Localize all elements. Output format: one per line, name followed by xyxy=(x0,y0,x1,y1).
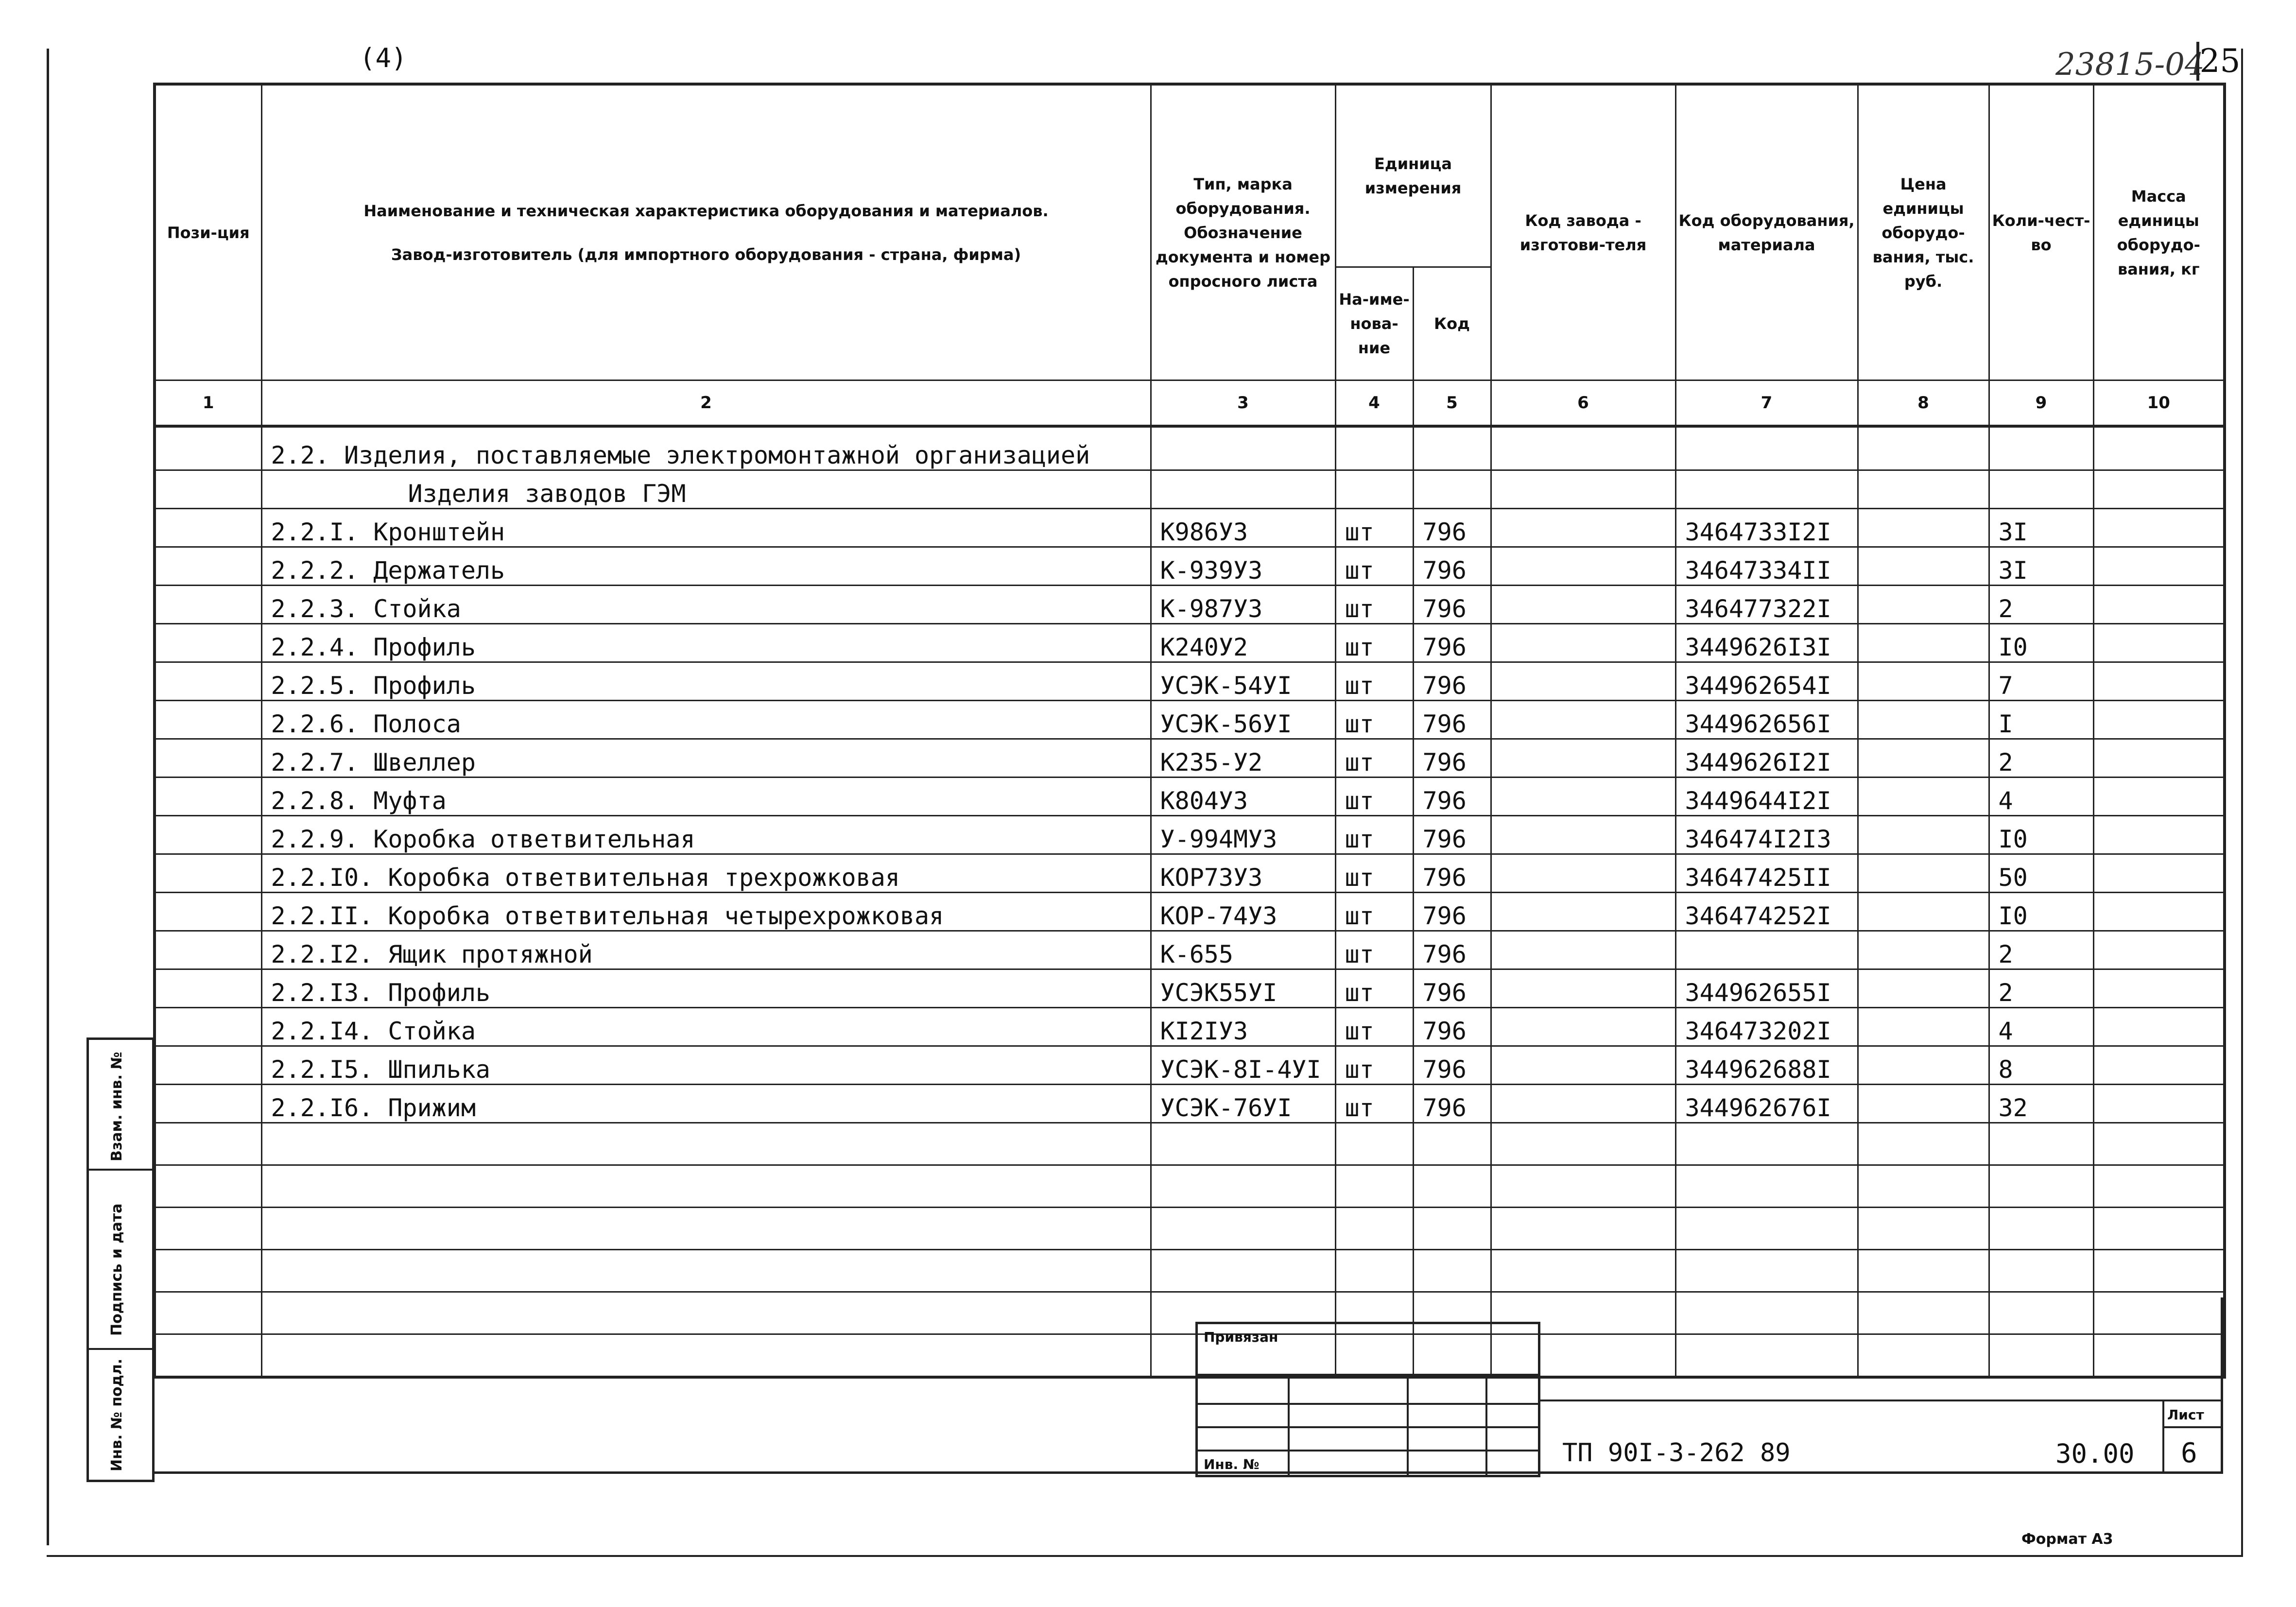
item-name: 2.2.5. Профиль xyxy=(261,662,1151,701)
item-code: 346473202I xyxy=(1675,1008,1858,1046)
column-number: 4 xyxy=(1335,380,1413,427)
header-unit-group: Единица измерения xyxy=(1335,84,1491,267)
item-quantity: 8 xyxy=(1989,1046,2093,1085)
position-cell xyxy=(155,778,261,816)
item-name: 2.2.6. Полоса xyxy=(261,701,1151,739)
table-row xyxy=(155,1085,2225,1123)
table-row xyxy=(155,547,2225,586)
item-unit: шт xyxy=(1335,624,1413,662)
item-factory-code xyxy=(1491,1046,1675,1085)
header-unit-code: Код xyxy=(1413,267,1491,380)
item-quantity: 2 xyxy=(1989,739,2093,778)
frame-left-line xyxy=(47,49,49,1545)
item-price xyxy=(1858,662,1989,701)
item-unit: шт xyxy=(1335,816,1413,854)
item-code: 346474I2I3 xyxy=(1675,816,1858,854)
item-code: 344962655I xyxy=(1675,969,1858,1008)
item-unit-code: 796 xyxy=(1413,816,1491,854)
position-cell xyxy=(155,624,261,662)
item-factory-code xyxy=(1491,662,1675,701)
item-quantity: 4 xyxy=(1989,1008,2093,1046)
title-block-line xyxy=(2162,1426,2223,1428)
table-row xyxy=(155,624,2225,662)
column-number: 8 xyxy=(1858,380,1989,427)
item-price xyxy=(1858,816,1989,854)
item-type: КI2IУ3 xyxy=(1151,1008,1335,1046)
side-label-inv: Инв. № подл. xyxy=(108,1358,125,1471)
header-equipment-code: Код оборудования, материала xyxy=(1675,84,1858,380)
position-cell xyxy=(155,1085,261,1123)
item-quantity: 4 xyxy=(1989,778,2093,816)
empty-row xyxy=(155,1250,2225,1292)
table-row xyxy=(155,586,2225,624)
item-mass xyxy=(2093,969,2225,1008)
format-label: Формат А3 xyxy=(2021,1531,2113,1548)
item-price xyxy=(1858,893,1989,931)
item-type: К235-У2 xyxy=(1151,739,1335,778)
table-row xyxy=(155,662,2225,701)
header-mass: Масса единицы оборудо-вания, кг xyxy=(2093,84,2225,380)
table-row xyxy=(155,1046,2225,1085)
item-price xyxy=(1858,624,1989,662)
position-cell xyxy=(155,586,261,624)
side-approval-strip xyxy=(86,1037,155,1482)
item-unit: шт xyxy=(1335,547,1413,586)
item-mass xyxy=(2093,1085,2225,1123)
item-unit: шт xyxy=(1335,893,1413,931)
empty-row xyxy=(155,1292,2225,1334)
bottom-frame-line xyxy=(153,1471,2223,1474)
stamp-line xyxy=(1485,1374,1487,1475)
column-number: 10 xyxy=(2093,380,2225,427)
column-number-row xyxy=(155,380,2225,427)
item-factory-code xyxy=(1491,893,1675,931)
item-factory-code xyxy=(1491,1085,1675,1123)
item-price xyxy=(1858,1046,1989,1085)
item-quantity: 3I xyxy=(1989,509,2093,547)
item-type: УСЭК-54УI xyxy=(1151,662,1335,701)
sheet-number: 6 xyxy=(2181,1437,2197,1469)
side-cell-inv xyxy=(89,1350,152,1477)
item-code: 3449626I2I xyxy=(1675,739,1858,778)
item-unit-code: 796 xyxy=(1413,701,1491,739)
right-frame-segment xyxy=(2221,1297,2223,1474)
item-factory-code xyxy=(1491,624,1675,662)
header-quantity: Коли-чест-во xyxy=(1989,84,2093,380)
item-factory-code xyxy=(1491,854,1675,893)
specification-table xyxy=(153,83,2226,1379)
item-price xyxy=(1858,1008,1989,1046)
item-quantity: 2 xyxy=(1989,931,2093,969)
table-row xyxy=(155,1008,2225,1046)
table-row xyxy=(155,778,2225,816)
position-cell xyxy=(155,509,261,547)
item-name: 2.2.2. Держатель xyxy=(261,547,1151,586)
item-unit: шт xyxy=(1335,969,1413,1008)
item-price xyxy=(1858,1085,1989,1123)
item-factory-code xyxy=(1491,509,1675,547)
item-price xyxy=(1858,739,1989,778)
item-quantity: 2 xyxy=(1989,586,2093,624)
frame-right-line xyxy=(2241,49,2243,1557)
binding-stamp xyxy=(1195,1322,1540,1477)
item-name: 2.2.I6. Прижим xyxy=(261,1085,1151,1123)
column-number: 7 xyxy=(1675,380,1858,427)
stamp-code: 23815-04 xyxy=(2055,47,2205,83)
item-code: 3464733I2I xyxy=(1675,509,1858,547)
item-quantity: 7 xyxy=(1989,662,2093,701)
stamp-line xyxy=(1407,1374,1409,1475)
sheet-label: Лист xyxy=(2167,1407,2204,1423)
position-cell xyxy=(155,1008,261,1046)
item-name: 2.2.II. Коробка ответвительная четырехрожковая xyxy=(261,893,1151,931)
item-price xyxy=(1858,931,1989,969)
empty-row xyxy=(155,1165,2225,1208)
item-unit-code: 796 xyxy=(1413,509,1491,547)
item-name: 2.2.I. Кронштейн xyxy=(261,509,1151,547)
table-row xyxy=(155,893,2225,931)
item-price xyxy=(1858,854,1989,893)
item-type: УСЭК-76УI xyxy=(1151,1085,1335,1123)
item-price xyxy=(1858,586,1989,624)
item-factory-code xyxy=(1491,778,1675,816)
column-number: 9 xyxy=(1989,380,2093,427)
item-factory-code xyxy=(1491,547,1675,586)
section-code: 30.00 xyxy=(2055,1438,2135,1469)
document-code: ТП 90I-3-262 89 xyxy=(1562,1438,1791,1468)
item-type: К986У3 xyxy=(1151,509,1335,547)
item-mass xyxy=(2093,624,2225,662)
position-cell xyxy=(155,470,261,509)
item-name: 2.2.7. Швеллер xyxy=(261,739,1151,778)
item-name: 2.2.I5. Шпилька xyxy=(261,1046,1151,1085)
item-price xyxy=(1858,701,1989,739)
item-type: КОР-74У3 xyxy=(1151,893,1335,931)
header-unit-name: На-име-нова-ние xyxy=(1335,267,1413,380)
item-quantity: I xyxy=(1989,701,2093,739)
position-cell xyxy=(155,739,261,778)
item-unit-code: 796 xyxy=(1413,1046,1491,1085)
item-code: 3449644I2I xyxy=(1675,778,1858,816)
side-label-podpis: Подпись и дата xyxy=(108,1203,125,1336)
item-unit-code: 796 xyxy=(1413,969,1491,1008)
item-name: 2.2.8. Муфта xyxy=(261,778,1151,816)
position-cell xyxy=(155,816,261,854)
item-price xyxy=(1858,969,1989,1008)
item-type: УСЭК-8I-4УI xyxy=(1151,1046,1335,1085)
side-cell-vzam xyxy=(89,1040,152,1171)
item-unit: шт xyxy=(1335,739,1413,778)
item-factory-code xyxy=(1491,1008,1675,1046)
item-unit-code: 796 xyxy=(1413,778,1491,816)
table-row xyxy=(155,509,2225,547)
item-type: К-987У3 xyxy=(1151,586,1335,624)
stamp-inventory-label: Инв. № xyxy=(1204,1456,1260,1472)
item-mass xyxy=(2093,509,2225,547)
item-factory-code xyxy=(1491,931,1675,969)
item-code: 3449626I3I xyxy=(1675,624,1858,662)
item-unit: шт xyxy=(1335,854,1413,893)
frame-bottom-line xyxy=(47,1555,2243,1557)
column-number: 2 xyxy=(261,380,1151,427)
side-label-vzam: Взам. инв. № xyxy=(108,1052,125,1161)
position-cell xyxy=(155,701,261,739)
item-mass xyxy=(2093,778,2225,816)
item-code: 34647425II xyxy=(1675,854,1858,893)
item-type: К-939У3 xyxy=(1151,547,1335,586)
header-price: Цена единицы оборудо-вания, тыс. руб. xyxy=(1858,84,1989,380)
table-row xyxy=(155,969,2225,1008)
item-type: К240У2 xyxy=(1151,624,1335,662)
title-block-line xyxy=(1538,1400,2223,1401)
item-unit: шт xyxy=(1335,701,1413,739)
item-unit-code: 796 xyxy=(1413,1085,1491,1123)
table-row xyxy=(155,701,2225,739)
item-unit: шт xyxy=(1335,509,1413,547)
item-type: У-994МУ3 xyxy=(1151,816,1335,854)
item-unit-code: 796 xyxy=(1413,931,1491,969)
item-mass xyxy=(2093,586,2225,624)
position-cell xyxy=(155,1046,261,1085)
item-type: КОР73У3 xyxy=(1151,854,1335,893)
item-unit-code: 796 xyxy=(1413,854,1491,893)
item-unit: шт xyxy=(1335,931,1413,969)
item-name: 2.2.I3. Профиль xyxy=(261,969,1151,1008)
item-mass xyxy=(2093,1046,2225,1085)
table-row xyxy=(155,816,2225,854)
item-mass xyxy=(2093,701,2225,739)
item-factory-code xyxy=(1491,739,1675,778)
item-mass xyxy=(2093,739,2225,778)
top-number: (4) xyxy=(360,43,407,73)
table-row xyxy=(155,739,2225,778)
item-name: 2.2.3. Стойка xyxy=(261,586,1151,624)
empty-row xyxy=(155,1334,2225,1378)
item-name: 2.2.9. Коробка ответвительная xyxy=(261,816,1151,854)
stamp-title: Привязан xyxy=(1204,1329,1278,1345)
item-unit-code: 796 xyxy=(1413,586,1491,624)
item-mass xyxy=(2093,662,2225,701)
item-unit-code: 796 xyxy=(1413,624,1491,662)
side-cell-podpis xyxy=(89,1171,152,1350)
item-unit: шт xyxy=(1335,662,1413,701)
item-quantity: 32 xyxy=(1989,1085,2093,1123)
position-cell xyxy=(155,662,261,701)
title-block-line xyxy=(2162,1400,2164,1472)
item-price xyxy=(1858,509,1989,547)
item-mass xyxy=(2093,931,2225,969)
item-factory-code xyxy=(1491,969,1675,1008)
item-unit-code: 796 xyxy=(1413,547,1491,586)
item-unit-code: 796 xyxy=(1413,662,1491,701)
header-position: Пози-ция xyxy=(155,84,261,380)
item-type: К804У3 xyxy=(1151,778,1335,816)
position-cell xyxy=(155,931,261,969)
section-subtitle: Изделия заводов ГЭМ xyxy=(261,470,1151,509)
item-unit: шт xyxy=(1335,1046,1413,1085)
column-number: 1 xyxy=(155,380,261,427)
empty-row xyxy=(155,1208,2225,1250)
item-unit-code: 796 xyxy=(1413,893,1491,931)
item-code: 344962656I xyxy=(1675,701,1858,739)
item-code: 34647334II xyxy=(1675,547,1858,586)
item-quantity: 3I xyxy=(1989,547,2093,586)
item-mass xyxy=(2093,547,2225,586)
item-unit: шт xyxy=(1335,1085,1413,1123)
column-number: 5 xyxy=(1413,380,1491,427)
stamp-line xyxy=(1288,1374,1290,1475)
item-type: УСЭК55УI xyxy=(1151,969,1335,1008)
item-name: 2.2.I2. Ящик протяжной xyxy=(261,931,1151,969)
item-code: 344962654I xyxy=(1675,662,1858,701)
section-title-row xyxy=(155,426,2225,470)
item-price xyxy=(1858,778,1989,816)
item-unit-code: 796 xyxy=(1413,1008,1491,1046)
header-name-line1: Наименование и техническая характеристика оборудования и материалов. xyxy=(363,201,1049,220)
item-unit-code: 796 xyxy=(1413,739,1491,778)
item-unit: шт xyxy=(1335,778,1413,816)
position-cell xyxy=(155,969,261,1008)
position-cell xyxy=(155,893,261,931)
item-mass xyxy=(2093,893,2225,931)
item-code xyxy=(1675,931,1858,969)
header-name-line2: Завод-изготовитель (для импортного оборудования - страна, фирма) xyxy=(391,245,1021,264)
table-row xyxy=(155,931,2225,969)
item-quantity: I0 xyxy=(1989,893,2093,931)
item-factory-code xyxy=(1491,816,1675,854)
item-code: 346474252I xyxy=(1675,893,1858,931)
item-name: 2.2.4. Профиль xyxy=(261,624,1151,662)
item-rows xyxy=(155,509,2225,1123)
item-type: УСЭК-56УI xyxy=(1151,701,1335,739)
item-factory-code xyxy=(1491,586,1675,624)
item-quantity: I0 xyxy=(1989,624,2093,662)
item-code: 344962676I xyxy=(1675,1085,1858,1123)
item-mass xyxy=(2093,854,2225,893)
position-cell xyxy=(155,547,261,586)
section-subtitle-row xyxy=(155,470,2225,509)
column-number: 3 xyxy=(1151,380,1335,427)
position-cell xyxy=(155,426,261,470)
item-quantity: 50 xyxy=(1989,854,2093,893)
position-cell xyxy=(155,854,261,893)
section-title: 2.2. Изделия, поставляемые электромонтажной организацией xyxy=(261,426,1151,470)
header-name xyxy=(261,84,1151,380)
item-type: К-655 xyxy=(1151,931,1335,969)
empty-row xyxy=(155,1123,2225,1165)
item-price xyxy=(1858,547,1989,586)
header-row xyxy=(155,84,2225,267)
item-quantity: 2 xyxy=(1989,969,2093,1008)
empty-rows xyxy=(155,1123,2225,1378)
item-factory-code xyxy=(1491,701,1675,739)
header-type: Тип, марка оборудования. Обозначение документа и номер опросного листа xyxy=(1151,84,1335,380)
item-mass xyxy=(2093,816,2225,854)
column-number: 6 xyxy=(1491,380,1675,427)
item-quantity: I0 xyxy=(1989,816,2093,854)
header-factory-code: Код завода - изготови-теля xyxy=(1491,84,1675,380)
sheet-top-number: 25 xyxy=(2196,42,2241,81)
item-unit: шт xyxy=(1335,1008,1413,1046)
item-code: 346477322I xyxy=(1675,586,1858,624)
item-mass xyxy=(2093,1008,2225,1046)
item-name: 2.2.I4. Стойка xyxy=(261,1008,1151,1046)
table-row xyxy=(155,854,2225,893)
item-code: 344962688I xyxy=(1675,1046,1858,1085)
item-unit: шт xyxy=(1335,586,1413,624)
item-name: 2.2.I0. Коробка ответвительная трехрожковая xyxy=(261,854,1151,893)
